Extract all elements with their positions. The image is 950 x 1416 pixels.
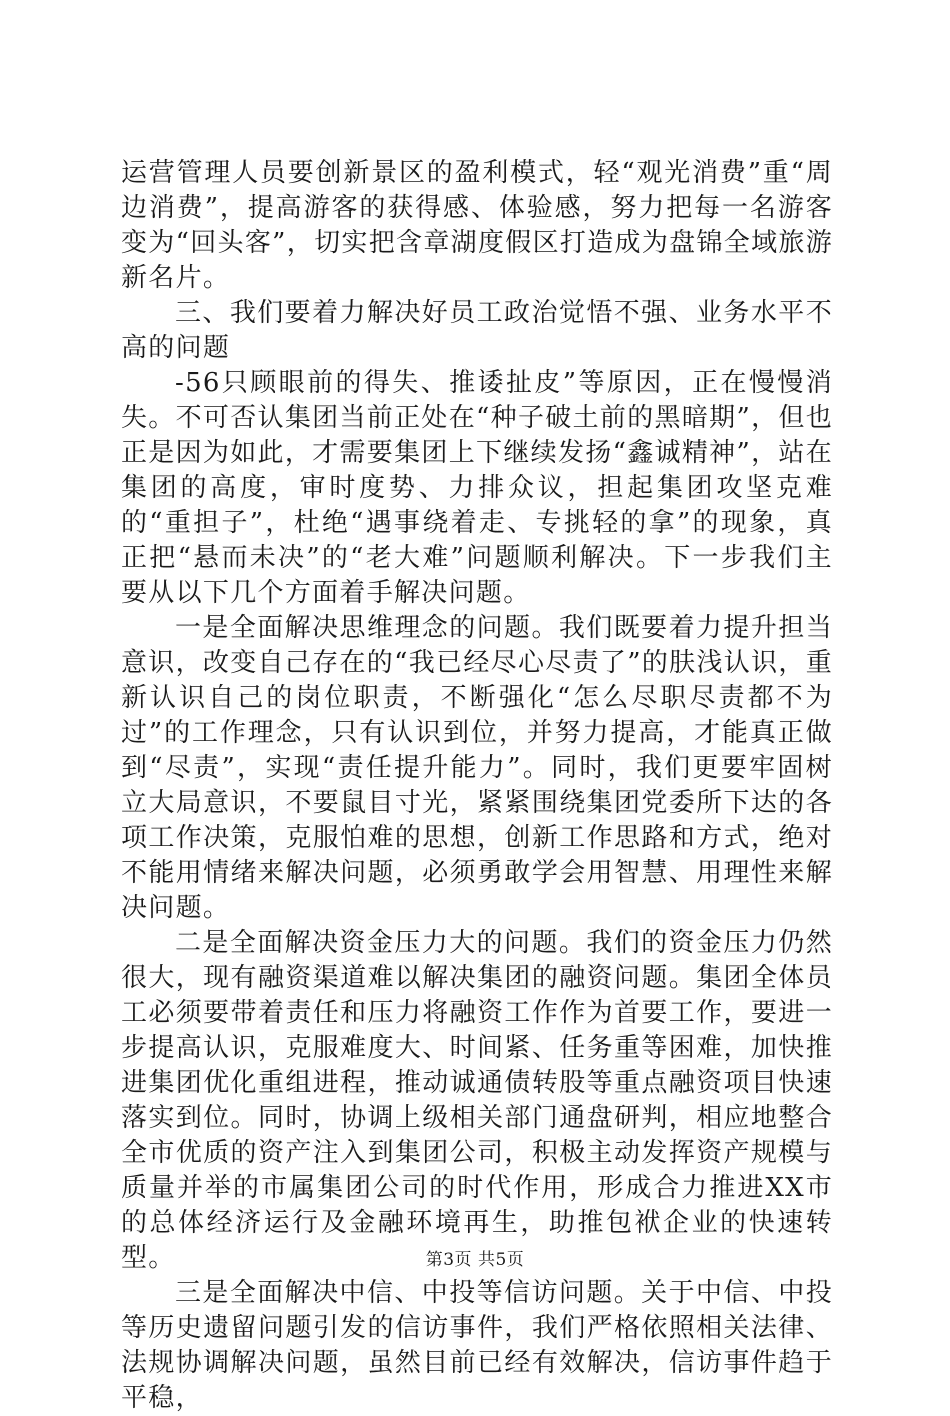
- document-body: [121, 156, 833, 1416]
- page-footer: 第3页 共5页: [425, 1250, 525, 1270]
- paragraph-6: 三是全面解决中信、中投等信访问题。关于中信、中投等历史遗留问题引发的信访事件，我们严格依照相关法律、法规协调解决问题，虽然目前已经有效解决，信访事件趋于平稳，: [121, 1278, 833, 1413]
- paragraph-5: 二是全面解决资金压力大的问题。我们的资金压力仍然很大，现有融资渠道难以解决集团的融资问题。集团全体员工必须要带着责任和压力将融资工作作为首要工作，要进一步提高认识，克服难度大、时间紧、任务重等困难，加快推进集团优化重组进程，推动诚通债转股等重点融资项目快速落实到位。同时，协调上级相关部门通盘研判，相应地整合全市优质的资产注入到集团公司，积极主动发挥资产规模与质量并举的市属集团公司的时代作用，形成合力推进XX市的总体经济运行及金融环境再生，助推包袱企业的快速转型。: [121, 928, 833, 1273]
- paragraph-3: -56只顾眼前的得失、推诿扯皮”等原因，正在慢慢消失。不可否认集团当前正处在“种子破土前的黑暗期”，但也正是因为如此，才需要集团上下继续发扬“鑫诚精神”，站在集团的高度，审时度势、力排众议，担起集团攻坚克难的“重担子”，杜绝“遇事绕着走、专挑轻的拿”的现象，真正把“悬而未决”的“老大难”问题顺利解决。下一步我们主要从以下几个方面着手解决问题。: [121, 368, 833, 608]
- paragraph-2-section-heading: 三、我们要着力解决好员工政治觉悟不强、业务水平不高的问题: [121, 298, 833, 363]
- paragraph-4: 一是全面解决思维理念的问题。我们既要着力提升担当意识，改变自己存在的“我已经尽心尽责了”的肤浅认识，重新认识自己的岗位职责，不断强化“怎么尽职尽责都不为过”的工作理念，只有认识到位，并努力提高，才能真正做到“尽责”，实现“责任提升能力”。同时，我们更要牢固树立大局意识，不要鼠目寸光，紧紧围绕集团党委所下达的各项工作决策，克服怕难的思想，创新工作思路和方式，绝对不能用情绪来解决问题，必须勇敢学会用智慧、用理性来解决问题。: [121, 613, 833, 923]
- paragraph-1: 运营管理人员要创新景区的盈利模式，轻“观光消费”重“周边消费”，提高游客的获得感、体验感，努力把每一名游客变为“回头客”，切实把含章湖度假区打造成为盘锦全域旅游新名片。: [121, 158, 833, 293]
